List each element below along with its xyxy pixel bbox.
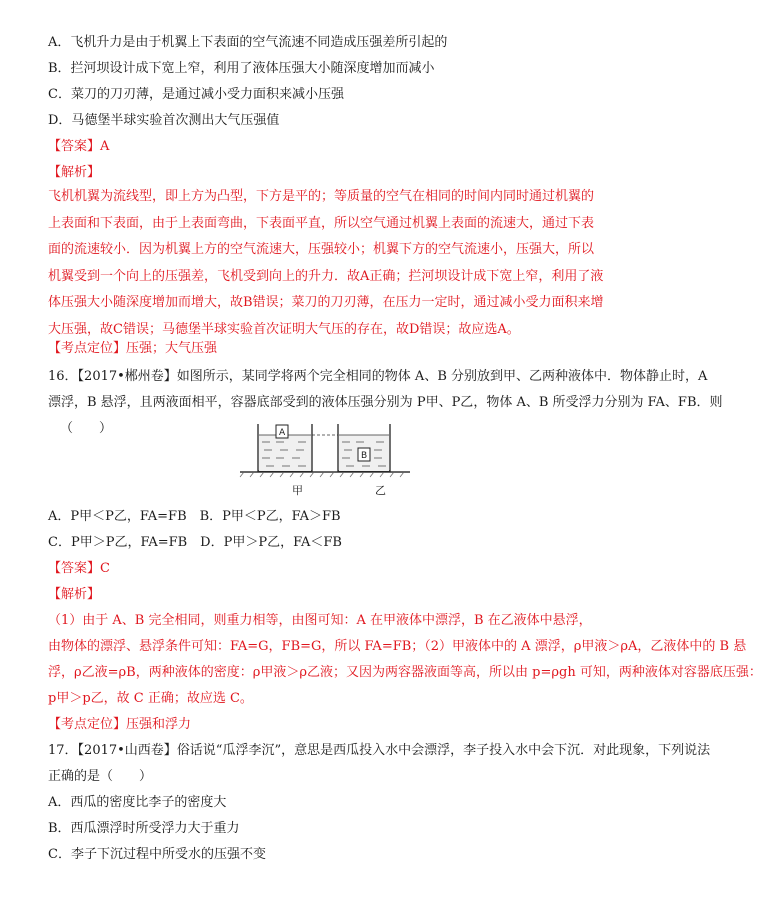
q17-option-b: B．西瓜漂浮时所受浮力大于重力 — [48, 821, 240, 836]
q15-analysis-label: 【解析】 — [48, 165, 101, 180]
q16-analysis-line4: p甲＞p乙，故 C 正确；故应选 C。 — [48, 691, 253, 706]
containers-diagram — [240, 420, 410, 480]
q17-option-c: C．李子下沉过程中所受水的压强不变 — [48, 847, 266, 862]
q16-figure — [240, 420, 410, 480]
q15-option-c: C．菜刀的刀刃薄，是通过减小受力面积来减小压强 — [48, 87, 344, 102]
q16-stem-line3: （ ） — [60, 421, 113, 436]
kp-label: 【考点定位】 — [48, 717, 127, 732]
q15-analysis-text: 飞机机翼为流线型，即上方为凸型，下方是平的；等质量的空气在相同的时间内同时通过机翼的上表面和下表面，由于上表面弯曲，下表面平直，所以空气通过机翼上表面的流速大，通过下表面的流速较小．因为机翼上方的空气流速大，压强较小；机翼下方的空气流速小，压强大，所以机翼受到一个向上的压强差，飞机受到向上的升力．故A正确；拦河坝设计成下宽上窄，利用了液体压强大小随深度增加而增大，故B错误；菜刀的刀刃薄，在压力一定时，通过减小受力面积来增大压强，故C错误；马德堡半球实验首次证明大气压的存在，故D错误；故应选A。 — [48, 189, 604, 337]
figure-label-yi: 乙 — [375, 484, 386, 497]
q16-analysis-line3: 浮，ρ乙液=ρB，两种液体的密度：ρ甲液＞ρ乙液；又因为两容器液面等高，所以由 p=ρgh 可知，两种液体对容器底压强： — [48, 665, 762, 680]
answer-value: C — [100, 561, 110, 576]
q16-answer — [48, 560, 110, 578]
q16-stem-line1: 16．【2017•郴州卷】如图所示，某同学将两个完全相同的物体 A、B 分别放到甲、乙两种液体中．物体静止时，A — [48, 369, 708, 384]
kp-value: 压强和浮力 — [126, 717, 192, 732]
q17-stem-line1: 17．【2017•山西卷】俗话说“瓜浮李沉”，意思是西瓜投入水中会漂浮，李子投入水中会下沉．对此现象，下列说法 — [48, 743, 711, 758]
q16-analysis-line1: （1）由于 A、B 完全相同，则重力相等，由图可知：A 在甲液体中漂浮，B 在乙液体中悬浮， — [48, 613, 592, 628]
answer-label: 【答案】 — [48, 561, 101, 576]
q16-options-cd: C．P甲＞P乙，FA=FB D．P甲＞P乙，FA＜FB — [48, 535, 342, 550]
q15-answer — [48, 138, 109, 156]
kp-value: 压强；大气压强 — [126, 341, 218, 356]
q16-analysis-label: 【解析】 — [48, 587, 101, 602]
kp-label: 【考点定位】 — [48, 341, 127, 356]
q17-option-a: A．西瓜的密度比李子的密度大 — [48, 795, 227, 810]
q16-analysis-line2: 由物体的漂浮、悬浮条件可知：FA=G，FB=G，所以 FA=FB；（2）甲液体中的 A 漂浮，ρ甲液＞ρA，乙液体中的 B 悬 — [48, 639, 747, 654]
q16-knowledge-point — [48, 716, 191, 734]
q15-knowledge-point — [48, 340, 217, 358]
figure-label-jia: 甲 — [292, 484, 303, 497]
q15-option-b: B．拦河坝设计成下宽上窄，利用了液体压强大小随深度增加而减小 — [48, 61, 435, 76]
q15-option-d: D．马德堡半球实验首次测出大气压强值 — [48, 113, 280, 128]
q16-options-ab: A．P甲＜P乙，FA=FB B．P甲＜P乙，FA＞FB — [48, 509, 341, 524]
answer-value: A — [100, 139, 110, 154]
box-a-label: A — [279, 428, 286, 438]
q16-stem-line2: 漂浮，B 悬浮，且两液面相平，容器底部受到的液体压强分别为 P甲、P乙，物体 A、B 所受浮力分别为 FA、FB．则 — [48, 395, 723, 410]
box-b-label: B — [361, 451, 368, 461]
answer-label: 【答案】 — [48, 139, 101, 154]
q15-option-a: A．飞机升力是由于机翼上下表面的空气流速不同造成压强差所引起的 — [48, 35, 448, 50]
q17-stem-line2: 正确的是（ ） — [48, 769, 153, 784]
